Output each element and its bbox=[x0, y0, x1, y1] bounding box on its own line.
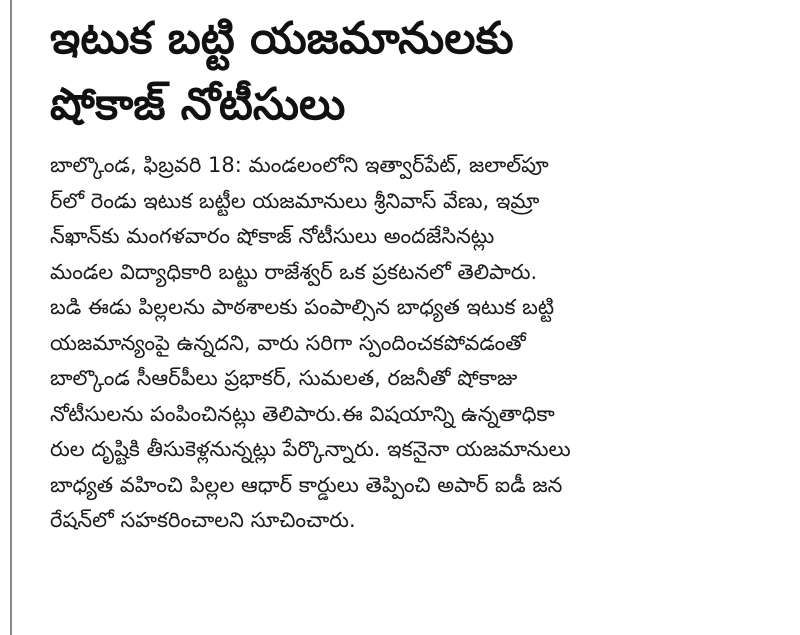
body-line: బాల్కొండ, ఫిబ్రవరి 18: మండలంలోని ఇత్వార్‌పేట్, జలాల్‌పూ bbox=[50, 153, 549, 177]
body-line: రుల దృష్టికి తీసుకెళ్లనున్నట్లు పేర్కొన్నారు. ఇకనైనా యజమానులు bbox=[50, 437, 571, 461]
body-line: మండల విద్యాధికారి బట్టు రాజేశ్వర్ ఒక ప్రకటనలో తెలిపారు. bbox=[50, 259, 538, 284]
body-line: యజమాన్యంపై ఉన్నదని, వారు సరిగా స్పందించకపోవడంతో bbox=[50, 330, 526, 355]
body-line: నోటీసులను పంపించినట్లు తెలిపారు.ఈ విషయాన్ని ఉన్నతాధికా bbox=[50, 401, 555, 426]
headline-line-1: ఇటుక బట్టి యజమానులకు bbox=[50, 13, 514, 64]
body-line: న్‌ఖాన్‌కు మంగళవారం షోకాజ్ నోటీసులు అందజేసినట్లు bbox=[50, 224, 495, 248]
headline-line-2: షోకాజ్ నోటీసులు bbox=[50, 79, 346, 130]
body-line: రేషన్‌లో సహకరించాలని సూచించారు. bbox=[50, 508, 356, 532]
left-column-rule bbox=[10, 0, 12, 635]
body-line: ర్‌లో రెండు ఇటుక బట్టీల యజమానులు శ్రీనివాస్ వేణు, ఇమ్రా bbox=[50, 188, 540, 213]
body-line: బడి ఈడు పిల్లలను పాఠశాలకు పంపాల్సిన బాధ్యత ఇటుక బట్టి bbox=[50, 295, 555, 319]
body-line: బాల్కొండ సీఆర్‌పీలు ప్రభాకర్, సుమలత, రజనీతో షోకాజు bbox=[50, 366, 518, 390]
body-line: బాధ్యత వహించి పిల్లల ఆధార్ కార్డులు తెప్పించి అపార్ ఐడీ జన bbox=[50, 472, 563, 497]
article-body bbox=[50, 148, 720, 539]
headline bbox=[50, 6, 770, 138]
